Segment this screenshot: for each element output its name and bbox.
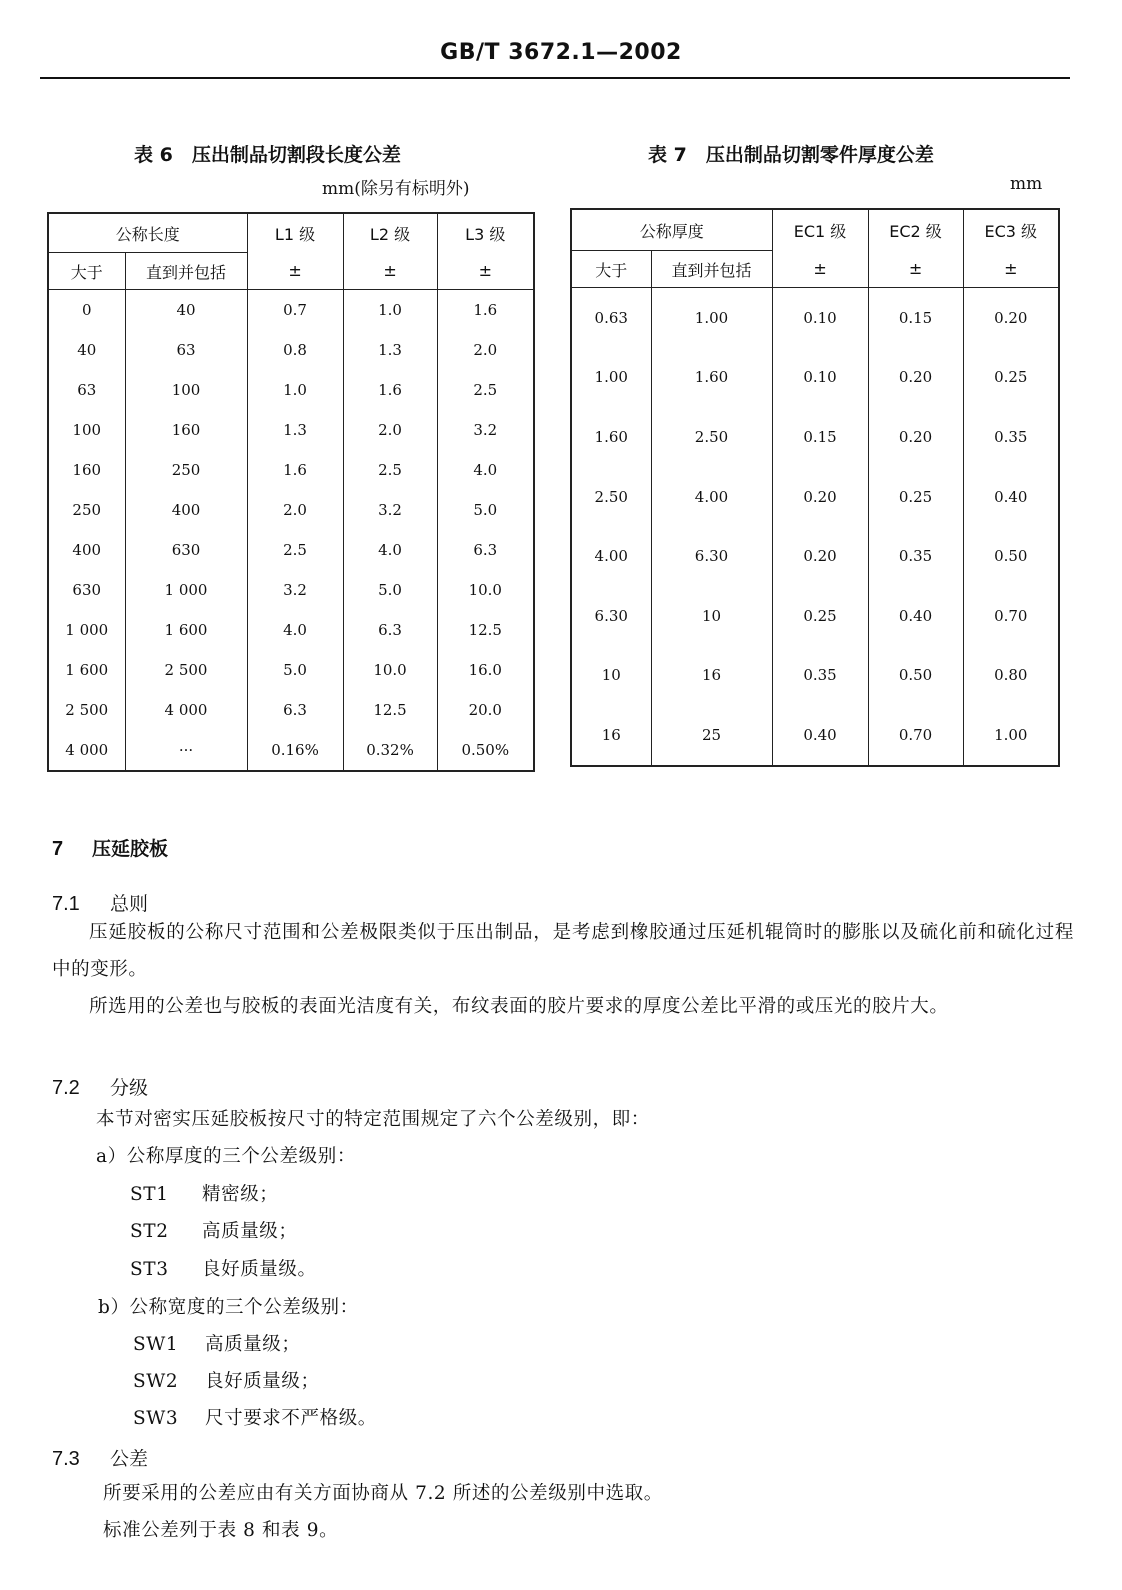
table7-grade-header: EC1 级 — [772, 209, 868, 251]
table-cell: 1.6 — [343, 370, 437, 410]
table-cell: 5.0 — [437, 490, 534, 530]
list-b-label: b）公称宽度的三个公差级别： — [98, 1297, 359, 1318]
table-cell: 1.0 — [247, 370, 343, 410]
table7-grade-header: EC3 级 — [963, 209, 1059, 251]
table-cell: 2.5 — [437, 370, 534, 410]
table7-group-header: 公称厚度 — [571, 209, 772, 251]
table-cell: 5.0 — [247, 650, 343, 690]
table7-sub-header: 直到并包括 — [651, 251, 772, 288]
grade-code: ST3 — [130, 1259, 169, 1280]
table-cell: 6.3 — [437, 530, 534, 570]
table-cell: 0.20 — [868, 348, 963, 408]
table-row — [48, 650, 534, 690]
grade-text: 良好质量级； — [205, 1371, 320, 1392]
table-row — [48, 370, 534, 410]
table6-sub-header: 直到并包括 — [125, 253, 247, 290]
table-cell: 160 — [125, 410, 247, 450]
table-cell: 63 — [125, 330, 247, 370]
table-cell: 4.0 — [343, 530, 437, 570]
table-cell: 0.35 — [772, 646, 868, 706]
table-row — [571, 646, 1059, 706]
table-cell: 3.2 — [343, 490, 437, 530]
section73-heading — [52, 1444, 148, 1471]
table-cell: 100 — [48, 410, 125, 450]
table7-grade-header: EC2 级 — [868, 209, 963, 251]
table-row — [48, 290, 534, 331]
table-row — [48, 330, 534, 370]
table-cell: 0.63 — [571, 288, 651, 348]
table-cell: 0.20 — [772, 526, 868, 586]
grade-text: 高质量级； — [205, 1334, 301, 1355]
table-cell: 2.50 — [651, 407, 772, 467]
table-cell: 0.25 — [963, 348, 1059, 408]
table-cell: 6.30 — [571, 586, 651, 646]
table7-pm-symbol: ± — [868, 251, 963, 288]
section-title: 分级 — [110, 1077, 149, 1099]
table-cell: 250 — [125, 450, 247, 490]
section-number: 7 — [52, 838, 64, 860]
table-row — [571, 407, 1059, 467]
table6-grade-header: L1 级 — [247, 213, 343, 253]
table-cell: 1.60 — [651, 348, 772, 408]
table6-pm-symbol: ± — [343, 253, 437, 290]
table-cell: 0.50 — [963, 526, 1059, 586]
table-row — [48, 730, 534, 771]
table-cell: 10 — [651, 586, 772, 646]
section-number: 7.2 — [52, 1077, 80, 1099]
table-cell: 1.0 — [343, 290, 437, 331]
table-row — [571, 288, 1059, 348]
list-item — [130, 1180, 278, 1206]
table-cell: 250 — [48, 490, 125, 530]
list-item — [130, 1217, 298, 1243]
grade-text: 良好质量级。 — [202, 1259, 317, 1280]
table-cell: 0.8 — [247, 330, 343, 370]
table-cell: 0.10 — [772, 288, 868, 348]
table-cell: 4.00 — [571, 526, 651, 586]
table-cell: 0.50% — [437, 730, 534, 771]
grade-code: SW1 — [133, 1334, 179, 1355]
table-cell: 1 600 — [48, 650, 125, 690]
table-cell: 10.0 — [437, 570, 534, 610]
table-cell: 4.00 — [651, 467, 772, 527]
table-cell: 25 — [651, 705, 772, 766]
table-cell: 0.15 — [772, 407, 868, 467]
table-cell: 6.30 — [651, 526, 772, 586]
list-item — [130, 1255, 317, 1281]
table-cell: 1 000 — [48, 610, 125, 650]
table-cell: 1.6 — [437, 290, 534, 331]
table-cell: 0.35 — [868, 526, 963, 586]
table-cell: 4.0 — [247, 610, 343, 650]
table-cell: 0.50 — [868, 646, 963, 706]
table-cell: 2.50 — [571, 467, 651, 527]
table-cell: 630 — [125, 530, 247, 570]
table-cell: 5.0 — [343, 570, 437, 610]
table-cell: 63 — [48, 370, 125, 410]
table-cell: 0.32% — [343, 730, 437, 771]
table-cell: 0.20 — [772, 467, 868, 527]
table-cell: ··· — [125, 730, 247, 771]
table-cell: 16.0 — [437, 650, 534, 690]
table-cell: 40 — [48, 330, 125, 370]
table-cell: 2 500 — [48, 690, 125, 730]
table-cell: 2.5 — [247, 530, 343, 570]
table-cell: 0.40 — [963, 467, 1059, 527]
list-item — [133, 1404, 377, 1430]
grade-code: SW2 — [133, 1371, 179, 1392]
list-a-label: a）公称厚度的三个公差级别： — [96, 1146, 356, 1167]
section71-heading — [52, 889, 148, 916]
table6-unit: mm(除另有标明外) — [322, 179, 470, 199]
table7-unit: mm — [1010, 174, 1043, 194]
table6-pm-symbol: ± — [437, 253, 534, 290]
grade-text: 尺寸要求不严格级。 — [205, 1408, 377, 1429]
table-cell: 16 — [651, 646, 772, 706]
table7-pm-symbol: ± — [963, 251, 1059, 288]
table-cell: 3.2 — [247, 570, 343, 610]
table6-grade-header: L2 级 — [343, 213, 437, 253]
section71-paragraph: 所选用的公差也与胶板的表面光洁度有关，布纹表面的胶片要求的厚度公差比平滑的或压光的胶片大。 — [89, 996, 949, 1017]
list-item — [133, 1367, 320, 1393]
table-cell: 1.00 — [651, 288, 772, 348]
table-row — [571, 586, 1059, 646]
table-cell: 2.5 — [343, 450, 437, 490]
table-row — [48, 450, 534, 490]
table-row — [48, 490, 534, 530]
table-cell: 0.40 — [772, 705, 868, 766]
section73-text: 标准公差列于表 8 和表 9。 — [103, 1520, 339, 1541]
section73-text: 所要采用的公差应由有关方面协商从 7.2 所述的公差级别中选取。 — [103, 1483, 663, 1504]
table-cell: 12.5 — [437, 610, 534, 650]
table-cell: 2 500 — [125, 650, 247, 690]
table-cell: 0.20 — [963, 288, 1059, 348]
table6-sub-header: 大于 — [48, 253, 125, 290]
table-row — [48, 570, 534, 610]
section72-heading — [52, 1073, 148, 1100]
table-row — [48, 410, 534, 450]
grade-text: 精密级； — [202, 1184, 279, 1205]
table-cell: 1.3 — [343, 330, 437, 370]
table-cell: 0.20 — [868, 407, 963, 467]
table-cell: 6.3 — [343, 610, 437, 650]
table-cell: 630 — [48, 570, 125, 610]
table-cell: 4 000 — [48, 730, 125, 771]
section-title: 压延胶板 — [92, 838, 169, 860]
table6 — [47, 212, 535, 772]
table-cell: 100 — [125, 370, 247, 410]
grade-text: 高质量级； — [202, 1221, 298, 1242]
table-cell: 400 — [125, 490, 247, 530]
table-cell: 3.2 — [437, 410, 534, 450]
table-cell: 1.3 — [247, 410, 343, 450]
table-cell: 0 — [48, 290, 125, 331]
table-cell: 0.70 — [868, 705, 963, 766]
table-cell: 400 — [48, 530, 125, 570]
table-cell: 0.25 — [868, 467, 963, 527]
table-cell: 12.5 — [343, 690, 437, 730]
section7-heading — [52, 834, 168, 861]
section72-intro: 本节对密实压延胶板按尺寸的特定范围规定了六个公差级别，即： — [96, 1109, 650, 1130]
section-number: 7.3 — [52, 1448, 80, 1470]
table-row — [48, 530, 534, 570]
table6-grade-header: L3 级 — [437, 213, 534, 253]
table-cell: 1.6 — [247, 450, 343, 490]
table-cell: 2.0 — [247, 490, 343, 530]
table-cell: 4 000 — [125, 690, 247, 730]
table-cell: 1.60 — [571, 407, 651, 467]
table-row — [48, 690, 534, 730]
table-cell: 160 — [48, 450, 125, 490]
table-cell: 0.7 — [247, 290, 343, 331]
table7-pm-symbol: ± — [772, 251, 868, 288]
table-cell: 40 — [125, 290, 247, 331]
table-row — [571, 348, 1059, 408]
section-number: 7.1 — [52, 893, 80, 915]
table-cell: 20.0 — [437, 690, 534, 730]
table-cell: 2.0 — [343, 410, 437, 450]
table7-caption: 表 7 压出制品切割零件厚度公差 — [648, 144, 934, 166]
table-cell: 0.16% — [247, 730, 343, 771]
header-rule — [40, 77, 1070, 79]
table-cell: 1 600 — [125, 610, 247, 650]
grade-code: SW3 — [133, 1408, 179, 1429]
table-cell: 4.0 — [437, 450, 534, 490]
table-cell: 10.0 — [343, 650, 437, 690]
section-title: 公差 — [110, 1448, 149, 1470]
table-cell: 1 000 — [125, 570, 247, 610]
table6-group-header: 公称长度 — [48, 213, 247, 253]
section-title: 总则 — [110, 893, 149, 915]
list-item — [133, 1330, 301, 1356]
table7-sub-header: 大于 — [571, 251, 651, 288]
table-cell: 10 — [571, 646, 651, 706]
table6-pm-symbol: ± — [247, 253, 343, 290]
grade-code: ST1 — [130, 1184, 169, 1205]
table-cell: 0.25 — [772, 586, 868, 646]
standard-number-header: GB/T 3672.1—2002 — [440, 40, 682, 65]
grade-code: ST2 — [130, 1221, 169, 1242]
table6-caption: 表 6 压出制品切割段长度公差 — [134, 144, 401, 166]
table-cell: 2.0 — [437, 330, 534, 370]
table-row — [571, 467, 1059, 527]
table-row — [571, 526, 1059, 586]
section71-paragraph: 压延胶板的公称尺寸范围和公差极限类似于压出制品，是考虑到橡胶通过压延机辊筒时的膨胀以及硫化前和硫化过程中的变形。 — [52, 922, 1074, 980]
table7 — [570, 208, 1060, 767]
table-cell: 1.00 — [571, 348, 651, 408]
table-cell: 16 — [571, 705, 651, 766]
table-cell: 0.35 — [963, 407, 1059, 467]
table-cell: 0.15 — [868, 288, 963, 348]
table-cell: 0.80 — [963, 646, 1059, 706]
table-cell: 1.00 — [963, 705, 1059, 766]
table-row — [48, 610, 534, 650]
table-cell: 0.70 — [963, 586, 1059, 646]
table-cell: 6.3 — [247, 690, 343, 730]
table-cell: 0.40 — [868, 586, 963, 646]
table-row — [571, 705, 1059, 766]
table-cell: 0.10 — [772, 348, 868, 408]
